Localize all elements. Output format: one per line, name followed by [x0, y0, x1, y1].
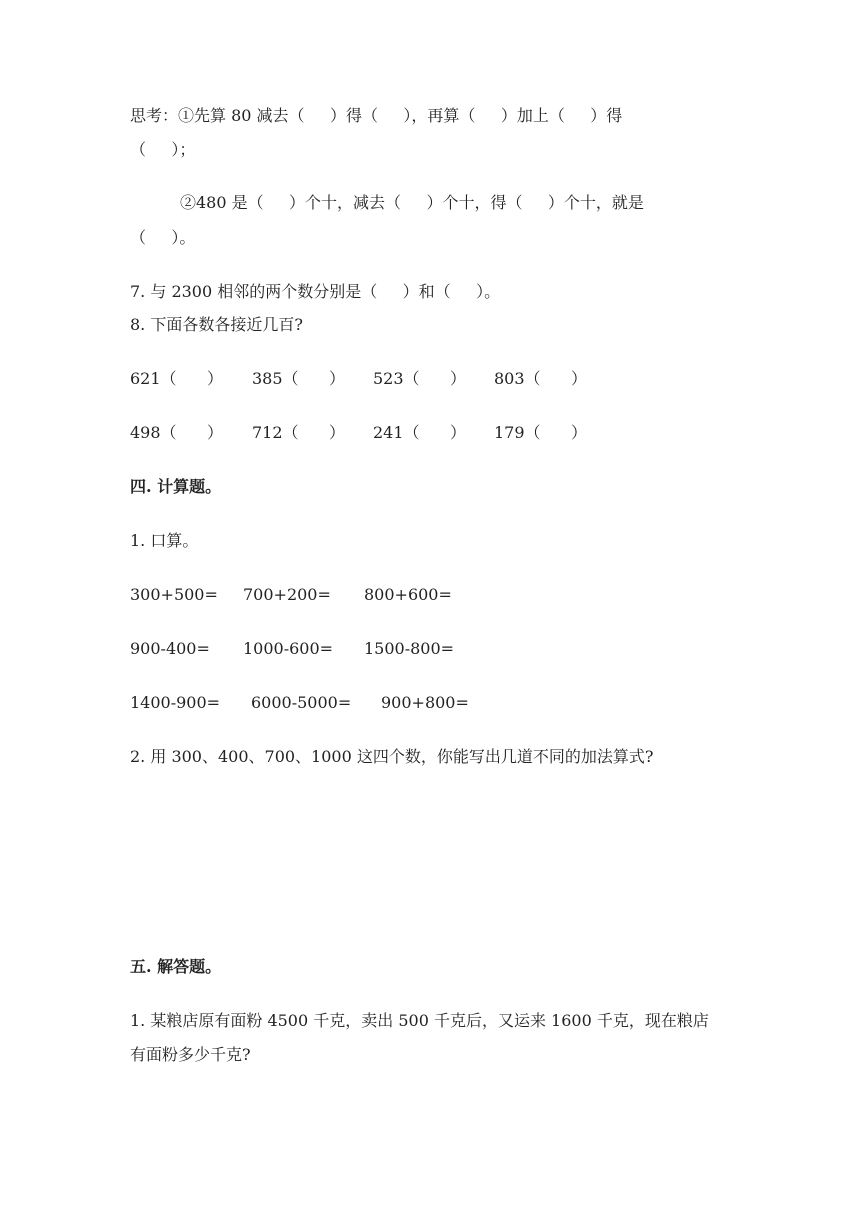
- calc-item: 6000-5000=: [251, 693, 352, 712]
- q8-item: 385（ ）: [252, 369, 346, 388]
- calc-item: 1500-800=: [364, 639, 455, 658]
- question-8-title: 8. 下面各数各接近几百?: [130, 315, 303, 334]
- think-line-1: 思考：①先算 80 减去（ ）得（ ），再算（ ）加上（ ）得: [130, 106, 623, 125]
- section-4-heading: 四. 计算题。: [130, 477, 222, 496]
- calc-item: 700+200=: [243, 585, 331, 604]
- q8-item: 498（ ）: [130, 423, 224, 442]
- think-line-1b: （ ）；: [130, 140, 196, 159]
- section-4-q1-title: 1. 口算。: [130, 531, 199, 550]
- think-line-2: ②480 是（ ）个十，减去（ ）个十，得（ ）个十，就是: [180, 193, 644, 212]
- calc-item: 800+600=: [364, 585, 452, 604]
- q8-item: 712（ ）: [252, 423, 346, 442]
- think-line-2b: （ ）。: [130, 228, 196, 247]
- q8-item: 179（ ）: [494, 423, 588, 442]
- calc-item: 1400-900=: [130, 693, 221, 712]
- calc-item: 900-400=: [130, 639, 210, 658]
- section-5-heading: 五. 解答题。: [130, 957, 222, 976]
- q8-item: 803（ ）: [494, 369, 588, 388]
- calc-item: 1000-600=: [243, 639, 334, 658]
- question-7: 7. 与 2300 相邻的两个数分别是（ ）和（ ）。: [130, 282, 501, 301]
- section-4-q2: 2. 用 300、400、700、1000 这四个数，你能写出几道不同的加法算式?: [130, 747, 654, 766]
- section-5-q1-line-1: 1. 某粮店原有面粉 4500 千克，卖出 500 千克后，又运来 1600 千克，现在粮店: [130, 1011, 709, 1030]
- calc-item: 900+800=: [381, 693, 469, 712]
- q8-item: 241（ ）: [373, 423, 467, 442]
- q8-item: 621（ ）: [130, 369, 224, 388]
- section-5-q1-line-2: 有面粉多少千克?: [130, 1045, 251, 1064]
- q8-item: 523（ ）: [373, 369, 467, 388]
- calc-item: 300+500=: [130, 585, 218, 604]
